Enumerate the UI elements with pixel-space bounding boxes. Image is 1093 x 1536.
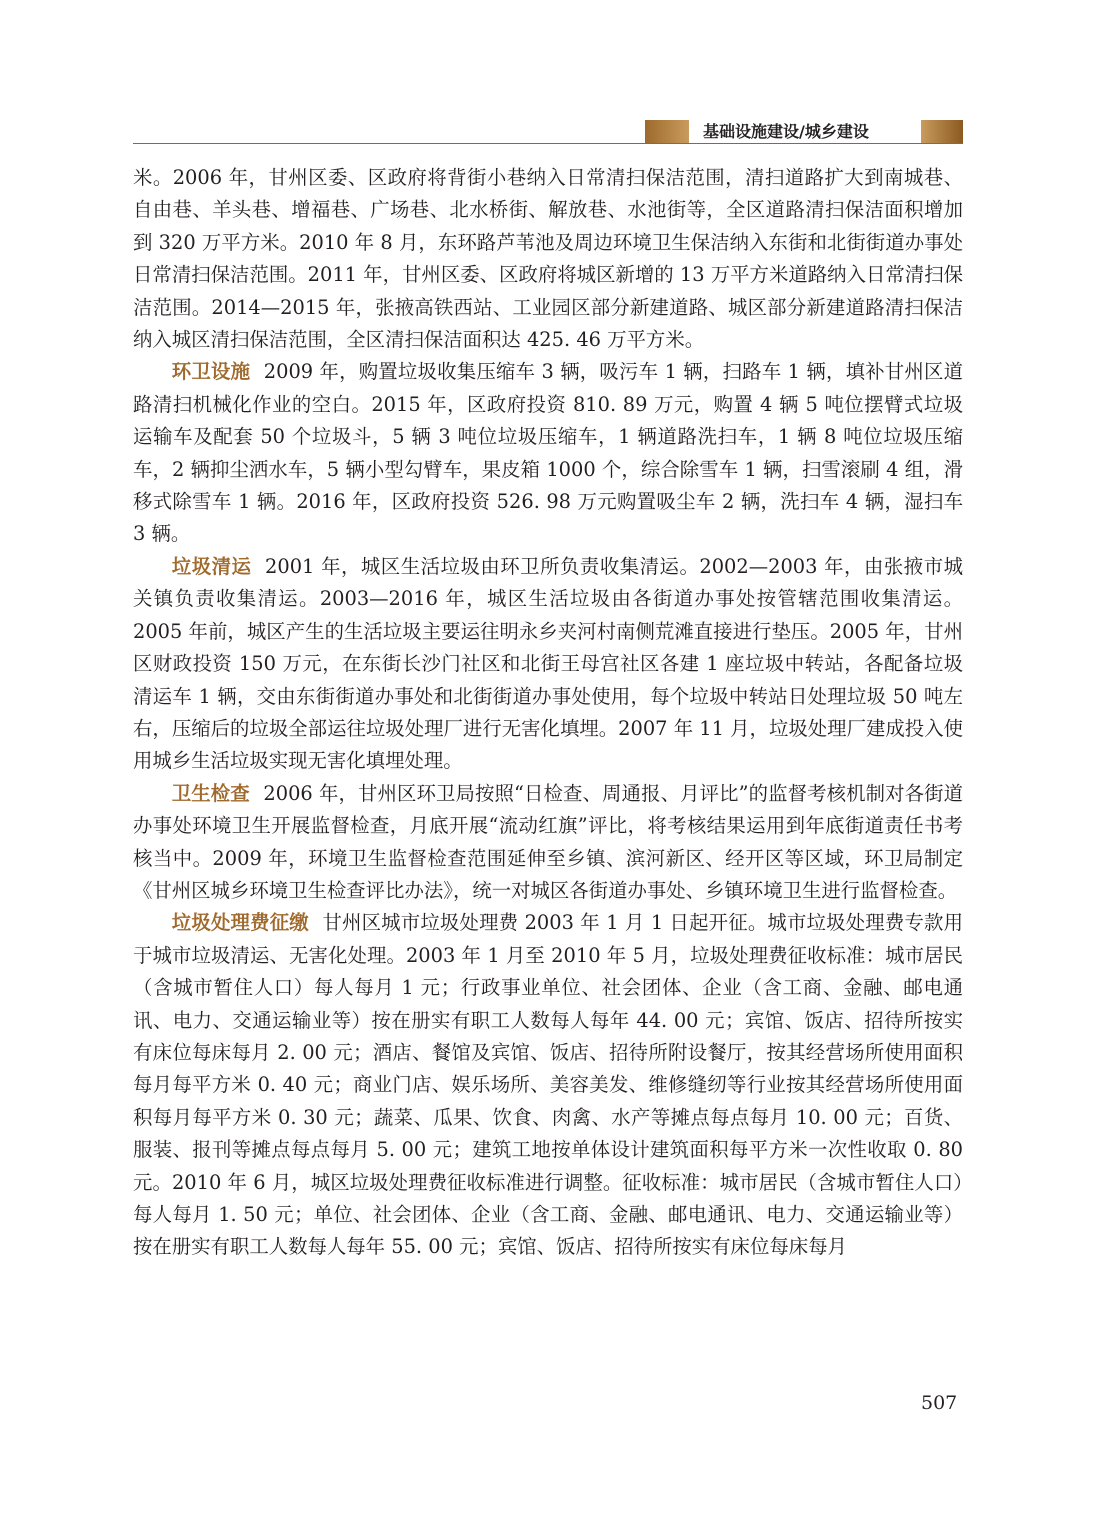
section-heading: 环卫设施 (171, 360, 251, 384)
section-heading: 垃圾清运 (171, 554, 252, 578)
paragraph-continuation (133, 162, 963, 356)
paragraph-text: 2009 年，购置垃圾收集压缩车 3 辆，吸污车 1 辆，扫路车 1 辆，填补甘州区道路清扫机械化作业的空白。2015 年，区政府投资 810. 89 万元，购置 4 辆 5 吨位摆臂式垃圾运输车及配套 50 个垃圾斗，5 辆 3 吨位垃圾压缩车，1 辆道路洗扫车，1 辆 8 吨位垃圾压缩车，2 辆抑尘洒水车，5 辆小型勾臂车，果皮箱 1000 个，综合除雪车 1 辆，扫雪滚刷 4 组，滑移式除雪车 1 辆。2016 年，区政府投资 526. 98 万元购置吸尘车 2 辆，洗扫车 4 辆，湿扫车 3 辆。 (133, 360, 963, 546)
paragraph-text: 甘州区城市垃圾处理费 2003 年 1 月 1 日起开征。城市垃圾处理费专款用于城市垃圾清运、无害化处理。2003 年 1 月至 2010 年 5 月，垃圾处理费征收标准：城市居民（含城市暂住人口）每人每月 1 元；行政事业单位、社会团体、企业（含工商、金融、邮电通讯、电力、交通运输业等）按在册实有职工人数每人每年 44. 00 元；宾馆、饭店、招待所按实有床位每床每月 2. 00 元；酒店、餐馆及宾馆、饭店、招待所附设餐厅，按其经营场所使用面积每月每平方米 0. 40 元；商业门店、娱乐场所、美容美发、维修缝纫等行业按其经营场所使用面积每月每平方米 0. 30 元；蔬菜、瓜果、饮食、肉禽、水产等摊点每点每月 10. 00 元；百货、服装、报刊等摊点每点每月 5. 00 元；建筑工地按单体设计建筑面积每平方米一次性收取 0. 80 元。2010 年 6 月，城区垃圾处理费征收标准进行调整。征收标准：城市居民（含城市暂住人口）每人每月 1. 50 元；单位、社会团体、企业（含工商、金融、邮电通讯、电力、交通运输业等）按在册实有职工人数每人每年 55. 00 元；宾馆、饭店、招待所按实有床位每床每月 (133, 911, 963, 1259)
page-number: 507 (921, 1392, 958, 1414)
paragraph-garbage-fee (133, 907, 963, 1263)
running-header (645, 120, 963, 144)
running-header-title: 基础设施建设/城乡建设 (703, 122, 869, 141)
body-text (133, 162, 963, 1264)
paragraph-text: 2001 年，城区生活垃圾由环卫所负责收集清运。2002—2003 年，由张掖市城关镇负责收集清运。2003—2016 年，城区生活垃圾由各街道办事处按管辖范围收集清运。2005 年前，城区产生的生活垃圾主要运往明永乡夹河村南侧荒滩直接进行垫压。2005 年，甘州区财政投资 150 万元，在东街长沙门社区和北街王母宫社区各建 1 座垃圾中转站，各配备垃圾清运车 1 辆，交由东街街道办事处和北街街道办事处使用，每个垃圾中转站日处理垃圾 50 吨左右，压缩后的垃圾全部运往垃圾处理厂进行无害化填埋。2007 年 11 月，垃圾处理厂建成投入使用城乡生活垃圾实现无害化填埋处理。 (133, 554, 964, 773)
paragraph-text: 2006 年，甘州区环卫局按照“日检查、周通报、月评比”的监督考核机制对各街道办事处环境卫生开展监督检查，月底开展“流动红旗”评比，将考核结果运用到年底街道责任书考核当中。2009 年，环境卫生监督检查范围延伸至乡镇、滨河新区、经开区等区域，环卫局制定《甘州区城乡环境卫生检查评比办法》，统一对城区各街道办事处、乡镇环境卫生进行监督检查。 (133, 781, 964, 902)
header-decor-right (921, 120, 963, 144)
header-rule (133, 143, 963, 144)
paragraph-sanitation-inspection (133, 778, 963, 908)
header-decor-left (645, 120, 689, 144)
section-heading: 卫生检查 (171, 781, 250, 805)
section-heading: 垃圾处理费征缴 (171, 911, 309, 935)
paragraph-sanitation-facilities (133, 356, 963, 550)
paragraph-text: 米。2006 年，甘州区委、区政府将背街小巷纳入日常清扫保洁范围，清扫道路扩大到南城巷、自由巷、羊头巷、增福巷、广场巷、北水桥街、解放巷、水池街等，全区道路清扫保洁面积增加到 320 万平方米。2010 年 8 月，东环路芦苇池及周边环境卫生保洁纳入东街和北街街道办事处日常清扫保洁范围。2011 年，甘州区委、区政府将城区新增的 13 万平方米道路纳入日常清扫保洁范围。2014—2015 年，张掖高铁西站、工业园区部分新建道路、城区部分新建道路清扫保洁纳入城区清扫保洁范围，全区清扫保洁面积达 425. 46 万平方米。 (133, 166, 963, 352)
paragraph-garbage-collection (133, 551, 963, 778)
